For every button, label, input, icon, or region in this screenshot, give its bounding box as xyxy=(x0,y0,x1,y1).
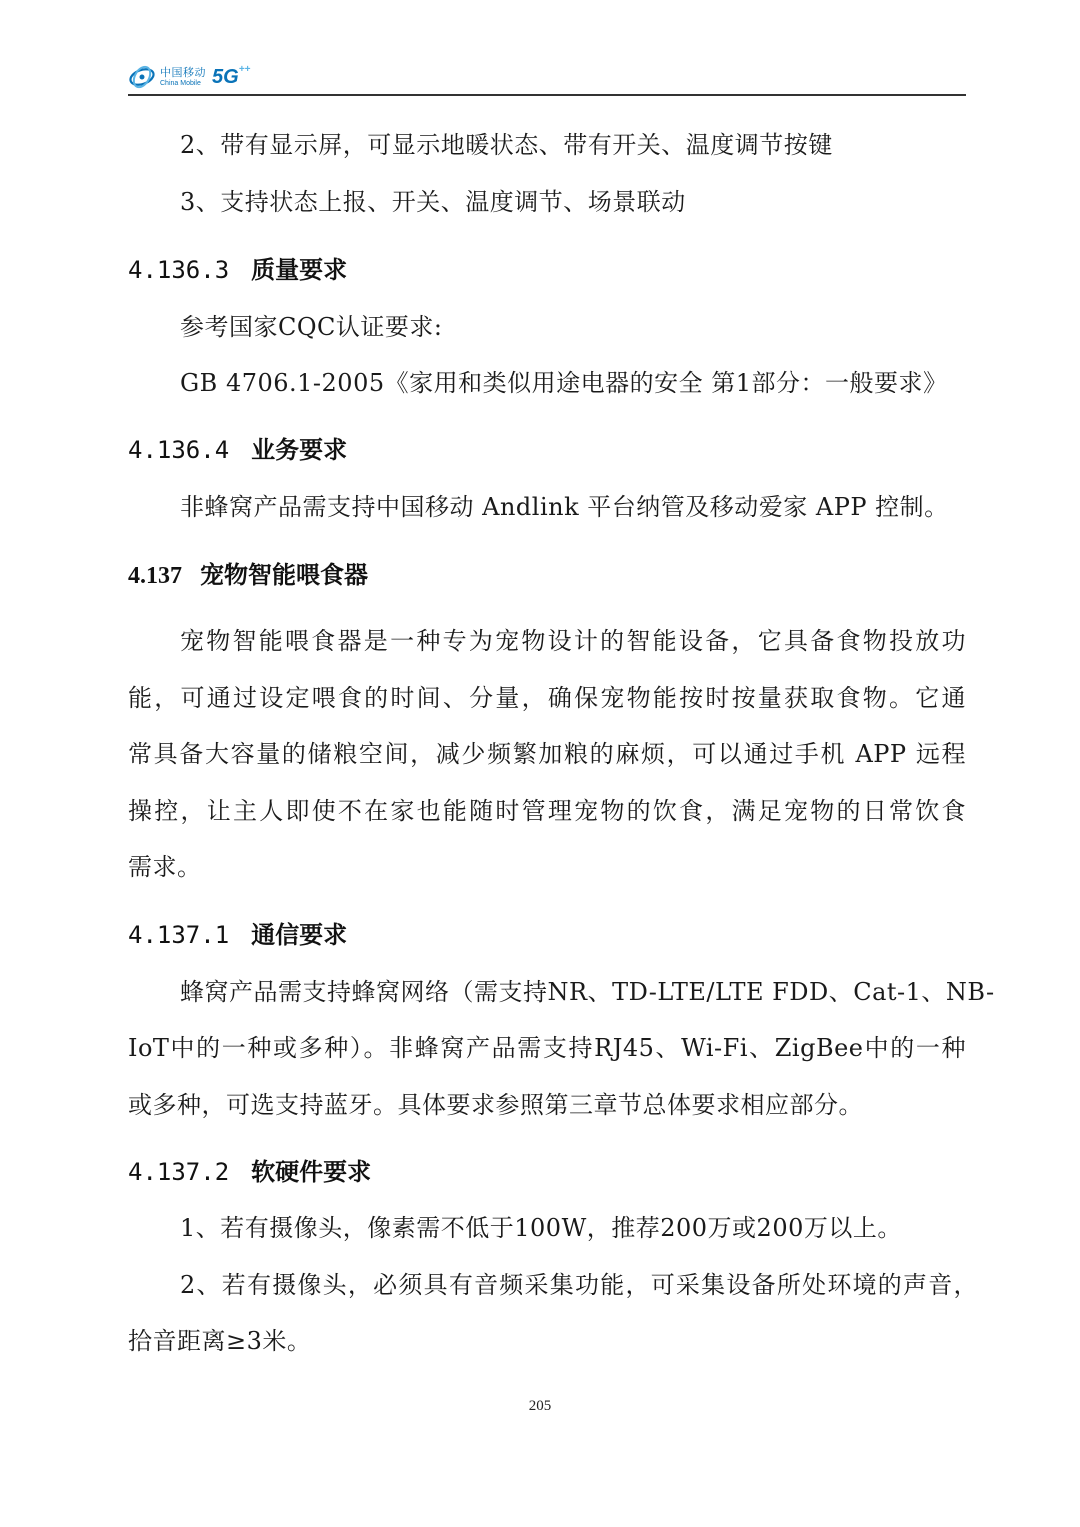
section-title: 质量要求 xyxy=(251,256,348,284)
section-heading-4-137-1 xyxy=(128,920,347,950)
logo-en: China Mobile xyxy=(160,80,201,87)
section-number: 4.137 xyxy=(128,563,182,589)
paragraph-line: 操控，让主人即使不在家也能随时管理宠物的饮食，满足宠物的日常饮食 xyxy=(128,797,966,825)
section-heading-4-137-2 xyxy=(128,1157,371,1187)
section-title: 软硬件要求 xyxy=(251,1158,372,1186)
section-title: 宠物智能喂食器 xyxy=(200,561,368,589)
section-heading-4-136-3 xyxy=(128,255,347,285)
section-title: 业务要求 xyxy=(251,436,348,464)
logo-plus: ++ xyxy=(238,63,251,75)
paragraph-line: 宠物智能喂食器是一种专为宠物设计的智能设备，它具备食物投放功 xyxy=(180,627,966,655)
section-heading-4-137 xyxy=(128,560,368,591)
paragraph-line: GB 4706.1-2005《家用和类似用途电器的安全 第1部分：一般要求》 xyxy=(180,369,948,397)
list-item-3: 3、支持状态上报、开关、温度调节、场景联动 xyxy=(180,188,686,216)
paragraph-line: 需求。 xyxy=(128,853,202,881)
paragraph-line: IoT中的一种或多种）。非蜂窝产品需支持RJ45、Wi-Fi、ZigBee中的一种 xyxy=(128,1034,966,1062)
paragraph-line: 或多种，可选支持蓝牙。具体要求参照第三章节总体要求相应部分。 xyxy=(128,1091,863,1119)
paragraph-line: 非蜂窝产品需支持中国移动 Andlink 平台纳管及移动爱家 APP 控制。 xyxy=(180,493,949,521)
list-item-2: 2、若有摄像头，必须具有音频采集功能，可采集设备所处环境的声音， xyxy=(180,1271,978,1299)
china-mobile-logo xyxy=(128,60,250,94)
logo-text xyxy=(160,67,206,87)
section-number: 4.136.3 xyxy=(128,256,230,284)
section-number: 4.137.2 xyxy=(128,1158,230,1186)
paragraph-line: 参考国家CQC认证要求: xyxy=(180,313,443,341)
paragraph-line: 拾音距离≥3米。 xyxy=(128,1327,312,1355)
page-number: 205 xyxy=(528,1398,552,1414)
section-heading-4-136-4 xyxy=(128,435,347,465)
header-rule xyxy=(128,94,966,96)
section-number: 4.136.4 xyxy=(128,436,230,464)
paragraph-line: 常具备大容量的储粮空间，减少频繁加粮的麻烦，可以通过手机 APP 远程 xyxy=(128,740,966,768)
list-item-1: 1、若有摄像头，像素需不低于100W，推荐200万或200万以上。 xyxy=(180,1214,902,1242)
logo-5g-text: 5G xyxy=(212,65,239,88)
paragraph-line: 能，可通过设定喂食的时间、分量，确保宠物能按时按量获取食物。它通 xyxy=(128,684,966,712)
page-header xyxy=(128,58,966,96)
logo-5g xyxy=(212,63,251,89)
paragraph-line: 蜂窝产品需支持蜂窝网络（需支持NR、TD-LTE/LTE FDD、Cat-1、NB- xyxy=(180,978,995,1006)
list-item-2: 2、带有显示屏，可显示地暖状态、带有开关、温度调节按键 xyxy=(180,131,833,159)
section-number: 4.137.1 xyxy=(128,921,230,949)
logo-cn: 中国移动 xyxy=(160,66,206,79)
china-mobile-swirl-icon xyxy=(128,63,156,91)
section-title: 通信要求 xyxy=(251,921,348,949)
